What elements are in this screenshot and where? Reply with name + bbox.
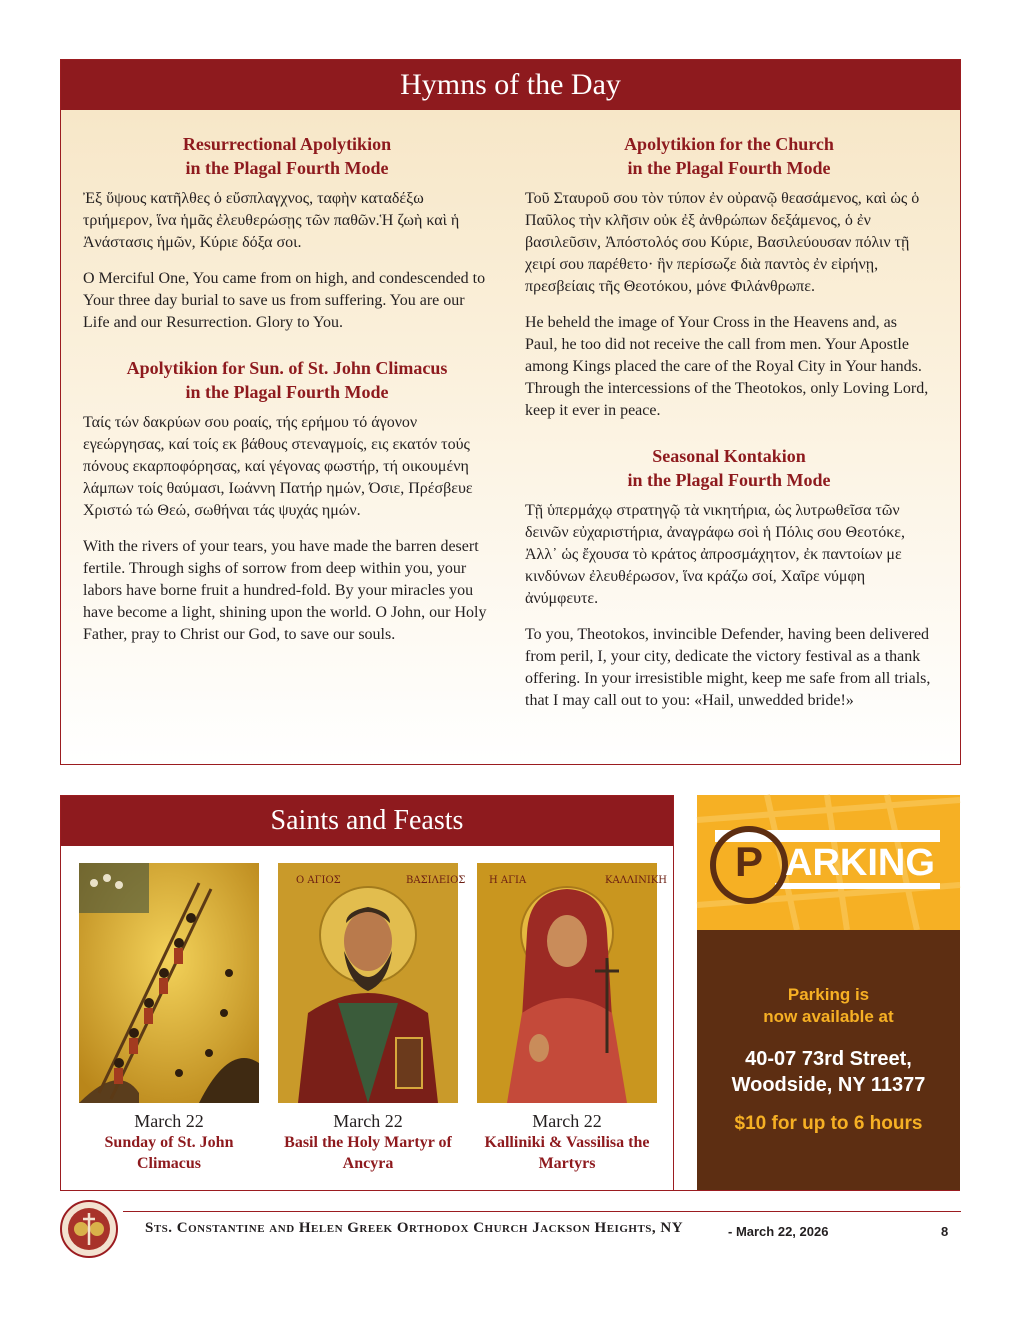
footer-divider [60,1190,960,1191]
parking-banner [697,795,960,930]
hymn-title: Apolytikion for the Church in the Plagal Fourth Mode [624,134,834,178]
hymn-title: Resurrectional Apolytikion in the Plagal Fourth Mode [182,134,392,178]
hymn-greek-text: Τοῦ Σταυροῦ σου τὸν τύπον ἐν οὐρανῷ θεασάμενος, καὶ ὡς ὁ Παῦλος τὴν κλῆσιν οὐκ ἐξ ἀνθρώπων δεξάμενος, ὁ ἐν βασιλεῦσιν, Ἀπόστολός σου Κύριε, Βασιλεύουσαν πόλιν τῇ χειρί σου παρέθετο· ἣν περίσωζε διὰ παντὸς ἐν εἰρήνῃ, πρεσβείαις τῆς Θεοτόκου, μόνε Φιλάνθρωπε. [525,190,920,295]
parking-ad [697,795,960,1190]
church-seal-icon [59,1199,119,1259]
hymn-title: Apolytikion for Sun. of St. John Climacus in the Plagal Fourth Mode [126,358,448,402]
hymn-greek-text: Τῇ ὑπερμάχῳ στρατηγῷ τὰ νικητήρια, ὡς λυτρωθεῖσα τῶν δεινῶν εὐχαριστήρια, ἀναγράφω σοὶ ἡ Πόλις σου Θεοτόκε, Ἀλλ᾽ ὡς ἔχουσα τὸ κράτος ἀπροσμάχητον, ἐκ παντοίων με κινδύνων ἐλευθέρωσον, ἵνα κράζω σοί, Χαῖρε νύμφη ἀνύμφευτε. [525,502,906,607]
hymns-right-column [525,132,933,712]
hymn-english-text: O Merciful One, You came from on high, and condescended to Your three day burial to save us from suffering. You are our Life and our Resurrection. Glory to You. [83,270,486,331]
footer-church-name: Sts. Constantine and Helen Greek Orthodox Church Jackson Heights, NY [145,1220,684,1236]
parking-address1: 40-07 73rd Street, [745,1048,912,1070]
parking-line2: now available at [763,1007,894,1026]
parking-p-icon: P [734,838,763,885]
hymns-header: Hymns of the Day [61,60,960,110]
hymn-english-text: To you, Theotokos, invincible Defender, having been delivered from peril, I, your city, dedicate the victory festival as a thank offering. In your irresistible might, keep me safe from all trials, that I may call out to you: «Hail, unwedded bride!» [525,626,931,709]
kalliniki-icon-image [477,863,667,1103]
saint-date: March 22 [333,1111,403,1131]
saint-card [472,863,667,1174]
saint-card [74,863,264,1174]
hymn-english-text: He beheld the image of Your Cross in the Heavens and, as Paul, he too did not receive the call from men. Your Apostle among Kings placed the care of the Royal City in Your hands. Through the intercessions of the Theotokos, only Loving Lord, keep it ever in peace. [525,314,929,419]
saint-card [273,863,466,1174]
hymn-english-text: With the rivers of your tears, you have made the barren desert fertile. Through sighs of sorrow from deep within you, your labors have borne fruit a hundred-fold. By your miracles you have become a light, shining upon the world. O John, our Holy Father, pray to Christ our God, to save our souls. [83,538,487,643]
svg-text:ΚΑΛΛΙΝΙΚΗ: ΚΑΛΛΙΝΙΚΗ [605,875,667,886]
svg-text:ΒΑΣΙΛΕΙΟΣ: ΒΑΣΙΛΕΙΟΣ [406,875,466,886]
saint-name: Sunday of St. John Climacus [104,1134,234,1172]
parking-logo-word: ARKING [785,842,935,884]
footer-date: - March 22, 2026 [728,1224,829,1239]
saints-section [60,795,674,1191]
basil-icon-image [278,863,466,1103]
hymns-left-column [83,132,491,646]
parking-line1: Parking is [787,985,870,1004]
parking-price: $10 for up to 6 hours [734,1113,923,1134]
page-number: 8 [941,1224,949,1239]
svg-text:Η ΑΓΙΑ: Η ΑΓΙΑ [489,875,527,886]
hymns-section [60,59,961,765]
footer-rule [123,1211,961,1212]
hymn-greek-text: Ταίς τών δακρύων σου ροαίς, τής ερήμου τό άγονον εγεώργησας, καί τοίς εκ βάθους στεναγμοίς, εις εκατόν τούς πόνους εκαρποφόρησας, καί γέγονας φωστήρ, τή οικουμένη λάμπων τοίς θαύμασι, Ιωάννη Πατήρ ημών, Όσιε, Πρέσβευε Χριστώ τώ Θεώ, σωθήναι τάς ψυχάς ημών. [83,414,473,519]
saint-name: Basil the Holy Martyr of Ancyra [284,1134,452,1172]
ladder-icon-image [79,863,259,1103]
saint-date: March 22 [134,1111,204,1131]
saints-header: Saints and Feasts [61,796,673,846]
parking-info [697,930,960,1190]
hymn-title: Seasonal Kontakion in the Plagal Fourth Mode [627,446,831,490]
hymn-greek-text: Ἐξ ὕψους κατῆλθες ὁ εὔσπλαγχνος, ταφὴν καταδέξω τριήμερον, ἵνα ἡμᾶς ἐλευθερώσῃς τῶν παθῶν.Ἡ ζωὴ καὶ ἡ Ἀνάστασις ἡμῶν, Κύριε δόξα σοι. [83,190,460,251]
saint-name: Kalliniki & Vassilisa the Martyrs [484,1134,650,1172]
parking-address2: Woodside, NY 11377 [731,1074,926,1096]
saint-date: March 22 [532,1111,602,1131]
svg-text:Ο ΑΓΙΟΣ: Ο ΑΓΙΟΣ [296,875,341,886]
